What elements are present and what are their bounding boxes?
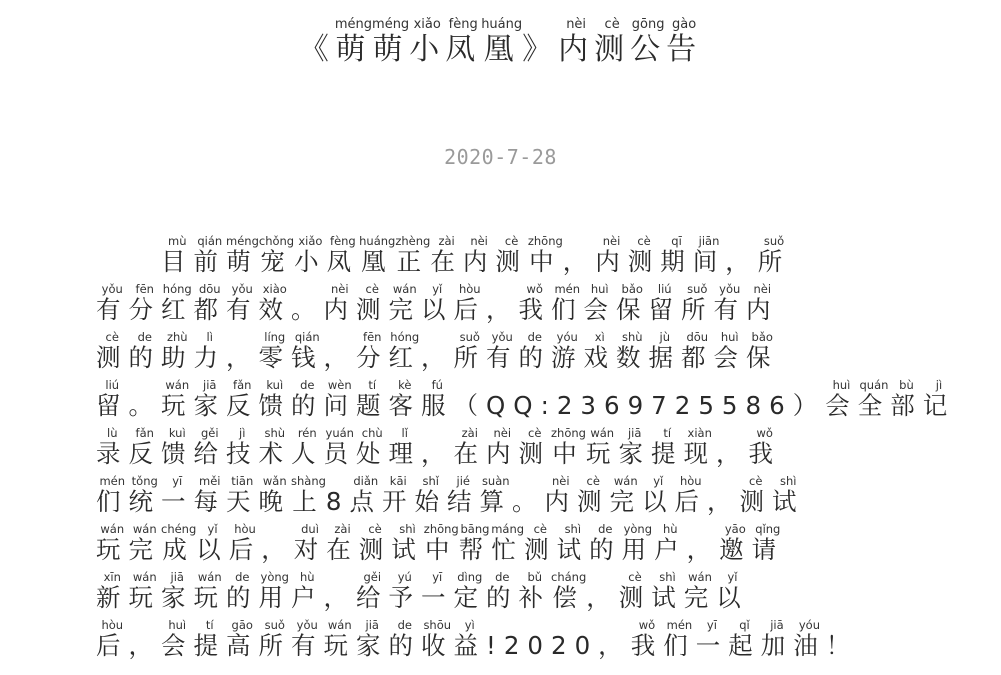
text-char: 的de [226,570,259,612]
text-char: 有yǒu [713,282,746,324]
text-char: 点diǎn [349,474,382,516]
text-char: 服fú [421,378,454,420]
title-char: 萌méng [372,17,410,67]
text-char: 起qǐ [728,618,761,660]
text-char: 偿cháng [551,570,587,612]
text-char: 力lì [193,330,226,372]
text-char: 馈kuì [161,426,194,468]
text-char: 测cè [96,330,129,372]
text-char: 钱qián [291,330,324,372]
text-char: 以yǐ [421,282,454,324]
text-char: 红hóng [388,330,421,372]
text-char: 分fēn [356,330,389,372]
text-char: 内nèi [746,282,779,324]
text-char: 分fēn [128,282,161,324]
text-char: ， [707,487,740,516]
text-char: 有yǒu [96,282,129,324]
text-char: 家jiā [356,618,389,660]
text-char: 会huì [583,282,616,324]
text-char: 题tí [356,378,389,420]
text-char: 我wǒ [748,426,781,468]
text-char: 统tǒng [128,474,161,516]
text-char: 们mén [551,282,584,324]
text-char: 零líng [258,330,291,372]
title-char: 小xiǎo [409,17,446,67]
text-char: 补bǔ [518,570,551,612]
text-char: 完wán [683,570,717,612]
text-char: 的de [518,330,551,372]
text-char: !2020， [486,631,631,660]
text-char: ， [715,439,749,468]
text-char: 测cè [524,522,557,564]
text-char: 高gāo [226,618,259,660]
text-char: 用yòng [258,570,291,612]
text-char: 给gěi [356,570,389,612]
text-char: 予yú [388,570,421,612]
title-char: 萌méng [334,17,373,67]
text-line [96,620,936,668]
text-char: 完wán [388,282,421,324]
text-char: 的de [486,570,519,612]
text-char: 有yǒu [486,330,519,372]
text-line [96,378,956,428]
text-char: 留liú [96,378,129,420]
title-char: 公gōng [630,17,667,67]
text-char: 凤fèng [326,234,360,276]
text-char: 反fǎn [226,378,259,420]
text-char: 的de [291,378,324,420]
text-char: 8 [325,487,350,516]
text-char: 测cè [627,234,661,276]
text-char: 。 [128,391,161,420]
text-char: 助zhù [161,330,194,372]
text-char: 们mén [663,618,696,660]
text-char: ， [226,343,259,372]
text-char: 中zhōng [551,426,586,468]
text-char: 后hòu [453,282,486,324]
text-char: 户hù [291,570,324,612]
text-char: 前qián [193,234,226,276]
text-char: 内nèi [323,282,356,324]
text-char: 测cè [356,282,389,324]
text-char: 数shù [616,330,649,372]
text-char [96,247,129,276]
text-char: ， [128,631,161,660]
text-char: 试shì [772,474,805,516]
announcement-title [0,18,1001,68]
text-char: 全quán [857,378,891,420]
text-char: 间jiān [692,234,726,276]
text-char: 邀yāo [719,522,752,564]
text-char: 玩wán [323,618,356,660]
text-char: 中zhōng [527,234,563,276]
text-char: 游yóu [551,330,584,372]
text-char: 在zài [430,234,463,276]
text-char: 家jiā [618,426,651,468]
text-char: 测cè [495,234,528,276]
text-char: 以yǐ [642,474,675,516]
text-char: 我wǒ [518,282,551,324]
text-char: 反fǎn [128,426,161,468]
text-char: 提tí [193,618,226,660]
text-char: 测cè [518,426,551,468]
text-char: 一yī [695,618,729,660]
text-char: 测cè [618,570,652,612]
text-char: 提tí [650,426,684,468]
text-char: 内nèi [544,474,577,516]
text-char: 一yī [161,474,194,516]
text-char: ， [261,535,294,564]
text-char: 内nèi [486,426,519,468]
text-char: 测cè [739,474,772,516]
text-char: 玩wán [193,570,226,612]
text-char: 益yì [453,618,486,660]
text-char: 试shì [556,522,590,564]
text-char: 后hòu [228,522,262,564]
text-char: 。 [291,295,324,324]
text-char: ， [323,583,356,612]
text-char: 馈kuì [258,378,291,420]
text-char: ， [586,583,619,612]
text-char: 的de [589,522,622,564]
title-char: 凤fèng [445,17,482,67]
announcement-date: 2020-7-28 [444,145,557,169]
text-char: 所suǒ [258,618,291,660]
text-char: 收shōu [421,618,454,660]
text-char: 技jì [226,426,259,468]
text-char: 我wǒ [630,618,664,660]
text-char: 人rén [291,426,324,468]
text-char: 记jì [922,378,956,420]
text-char: 算suàn [479,474,512,516]
text-char: 一yī [421,570,454,612]
text-char: 宠chǒng [258,234,295,276]
text-char: 结jié [447,474,480,516]
text-char: 都dōu [193,282,226,324]
text-char: 试shì [651,570,684,612]
text-char: 忙máng [491,522,525,564]
text-char: 完wán [609,474,642,516]
text-char: （QQ:2369725586） [453,391,826,420]
text-char: 有yǒu [291,618,324,660]
title-char: 告gào [666,17,703,67]
text-char: 。 [512,487,545,516]
text-char: 术shù [258,426,291,468]
text-char: 请qǐng [751,522,785,564]
text-char: 的de [388,618,421,660]
text-line [96,428,936,476]
text-line [96,236,936,284]
text-char: 完wán [128,522,161,564]
text-char: 部bù [890,378,923,420]
text-line [96,524,936,572]
text-char: ， [421,439,454,468]
title-char: 《 [298,32,335,67]
text-char: 录lù [96,426,129,468]
text-char: 户hù [654,522,687,564]
text-char: 凰huáng [359,234,396,276]
text-char: 帮bāng [458,522,492,564]
text-char: ， [562,247,596,276]
text-char: 家jiā [161,570,194,612]
text-char: 玩wán [96,522,129,564]
text-char: 保bǎo [616,282,649,324]
text-char: 的de [128,330,161,372]
text-char: 戏xì [583,330,616,372]
text-char: 现xiàn [683,426,716,468]
text-char: 小xiǎo [294,234,327,276]
text-char: 始shǐ [414,474,447,516]
text-char: 所suǒ [757,234,791,276]
text-char: 萌méng [226,234,259,276]
text-char: 期qī [660,234,693,276]
text-char: 玩wán [585,426,619,468]
text-char: 都dōu [681,330,714,372]
text-char: 油yóu [793,618,826,660]
text-char: 家jiā [193,378,226,420]
text-char: 后hòu [674,474,707,516]
text-char: ， [486,295,519,324]
text-char: 玩wán [161,378,194,420]
text-char: 们mén [96,474,129,516]
text-char: 对duì [293,522,327,564]
text-char: 据jù [648,330,681,372]
text-char: 问wèn [323,378,356,420]
text-char: 给gěi [193,426,226,468]
text-char: 每měi [193,474,226,516]
text-char: 会huì [161,618,194,660]
text-line [96,284,936,332]
text-char: 中zhōng [423,522,459,564]
text-line [96,332,936,380]
text-char: ！ [825,631,859,660]
text-char: 在zài [326,522,359,564]
text-char: 上shàng [291,474,326,516]
text-char: 留liú [648,282,681,324]
text-char: 目mù [161,234,194,276]
text-char: 晚wǎn [258,474,291,516]
text-char: 效xiào [258,282,291,324]
text-char: ， [725,247,758,276]
text-char: 所suǒ [453,330,486,372]
text-char: 正zhèng [395,234,431,276]
text-char: 有yǒu [226,282,259,324]
text-char: 天tiān [226,474,259,516]
text-char: 新xīn [96,570,129,612]
text-char: 以yǐ [196,522,229,564]
text-char: ， [421,343,454,372]
text-char: 保bǎo [746,330,779,372]
text-char: 客kè [388,378,421,420]
text-char: 内nèi [595,234,628,276]
text-char: 理lǐ [388,426,421,468]
text-char: 会huì [825,378,858,420]
title-char: 》 [522,32,559,67]
title-char: 内nèi [558,17,595,67]
text-char: 以yǐ [716,570,749,612]
announcement-body [96,234,956,668]
text-line [96,476,936,524]
text-char: 在zài [453,426,486,468]
text-char: 玩wán [128,570,161,612]
text-char: 成chéng [161,522,197,564]
text-char [129,247,162,276]
text-char: 处chù [356,426,389,468]
text-char: 红hóng [161,282,194,324]
text-char: ， [323,343,356,372]
text-char: ， [686,535,720,564]
text-char: 定dìng [453,570,486,612]
text-char: 所suǒ [681,282,714,324]
text-char: 开kāi [382,474,415,516]
text-char: 加jiā [760,618,794,660]
text-char: 用yòng [621,522,655,564]
text-char: 员yuán [323,426,356,468]
text-char: 会huì [713,330,746,372]
text-char: 试shì [391,522,424,564]
text-char: 后hòu [96,618,129,660]
title-char: 凰huáng [481,17,523,67]
text-char: 测cè [358,522,392,564]
text-char: 测cè [577,474,610,516]
title-char: 测cè [594,17,631,67]
text-char: 内nèi [462,234,496,276]
text-line [96,572,936,620]
